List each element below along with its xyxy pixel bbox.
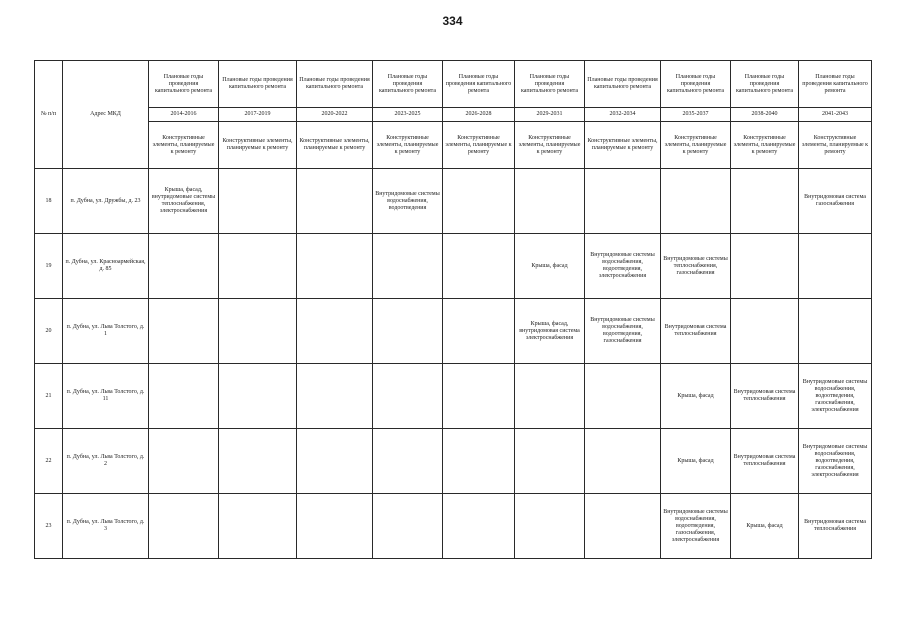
- row-address: п. Дубна, ул. Льва Толстого, д. 2: [63, 429, 149, 494]
- header-elements: Конструктивные элементы, планируемые к ремонту: [373, 122, 443, 169]
- row-cell: [219, 364, 297, 429]
- row-cell: [585, 364, 661, 429]
- header-elements: Конструктивные элементы, планируемые к ремонту: [515, 122, 585, 169]
- header-elements: Конструктивные элементы, планируемые к ремонту: [799, 122, 872, 169]
- row-address: п. Дубна, ул. Льва Толстого, д. 1: [63, 299, 149, 364]
- header-elements: Конструктивные элементы, планируемые к ремонту: [731, 122, 799, 169]
- header-row-elements: [35, 122, 872, 169]
- header-elements: Конструктивные элементы, планируемые к ремонту: [661, 122, 731, 169]
- row-cell: Внутридомовые системы водоснабжения, водоотведения, газоснабжения, электроснабжения: [661, 494, 731, 559]
- header-num: № п/п: [35, 61, 63, 169]
- row-number: 20: [35, 299, 63, 364]
- row-cell: Крыша, фасад, внутридомовые системы теплоснабжения, электроснабжения: [149, 169, 219, 234]
- row-cell: [515, 169, 585, 234]
- row-address: п. Дубна, ул. Льва Толстого, д. 11: [63, 364, 149, 429]
- header-elements: Конструктивные элементы, планируемые к ремонту: [149, 122, 219, 169]
- row-cell: [219, 429, 297, 494]
- row-cell: [515, 429, 585, 494]
- row-address: п. Дубна, ул. Льва Толстого, д. 3: [63, 494, 149, 559]
- row-cell: [731, 299, 799, 364]
- row-cell: [297, 364, 373, 429]
- header-period: 2017-2019: [219, 108, 297, 122]
- row-cell: [297, 494, 373, 559]
- row-number: 23: [35, 494, 63, 559]
- header-period: 2014-2016: [149, 108, 219, 122]
- row-cell: Внутридомовые системы водоснабжения, водоотведения: [373, 169, 443, 234]
- table-row: [35, 429, 872, 494]
- row-cell: Внутридомовые системы водоснабжения, водоотведения, газоснабжения: [585, 299, 661, 364]
- row-cell: [219, 169, 297, 234]
- header-period: 2038-2040: [731, 108, 799, 122]
- row-cell: [297, 169, 373, 234]
- row-cell: [443, 494, 515, 559]
- table-row: [35, 364, 872, 429]
- row-number: 22: [35, 429, 63, 494]
- row-cell: [149, 364, 219, 429]
- header-years-label: Плановые годы проведения капитального ремонта: [219, 61, 297, 108]
- table-row: [35, 234, 872, 299]
- row-cell: Крыша, фасад: [731, 494, 799, 559]
- header-years-label: Плановые годы проведения капитального ремонта: [661, 61, 731, 108]
- header-years-label: Плановые годы проведения капитального ремонта: [443, 61, 515, 108]
- row-cell: [585, 169, 661, 234]
- header-years-label: Плановые годы проведения капитального ремонта: [373, 61, 443, 108]
- header-years-label: Плановые годы проведения капитального ремонта: [149, 61, 219, 108]
- row-cell: [731, 234, 799, 299]
- header-period: 2035-2037: [661, 108, 731, 122]
- row-cell: [373, 429, 443, 494]
- row-cell: Внутридомовая система теплоснабжения: [731, 364, 799, 429]
- header-years-label: Плановые годы проведения капитального ремонта: [585, 61, 661, 108]
- header-row-periods: [35, 108, 872, 122]
- row-cell: [297, 429, 373, 494]
- row-cell: Внутридомовая система газоснабжения: [799, 169, 872, 234]
- row-cell: [515, 494, 585, 559]
- row-cell: [219, 494, 297, 559]
- row-cell: Внутридомовые системы водоснабжения, водоотведения, газоснабжения, электроснабжения: [799, 364, 872, 429]
- header-elements: Конструктивные элементы, планируемые к ремонту: [585, 122, 661, 169]
- row-cell: [443, 234, 515, 299]
- row-cell: [149, 429, 219, 494]
- row-cell: Внутридомовые системы водоснабжения, водоотведения, электроснабжения: [585, 234, 661, 299]
- table-row: [35, 494, 872, 559]
- capital-repair-plan-table: [34, 60, 872, 559]
- table-row: [35, 169, 872, 234]
- row-cell: [585, 494, 661, 559]
- row-cell: Внутридомовая система теплоснабжения: [799, 494, 872, 559]
- header-years-label: Плановые годы проведения капитального ремонта: [515, 61, 585, 108]
- header-elements: Конструктивные элементы, планируемые к ремонту: [443, 122, 515, 169]
- row-cell: [585, 429, 661, 494]
- header-address: Адрес МКД: [63, 61, 149, 169]
- row-cell: Крыша, фасад: [661, 429, 731, 494]
- row-cell: [373, 234, 443, 299]
- row-cell: Крыша, фасад, внутридомовая система электроснабжения: [515, 299, 585, 364]
- row-cell: [149, 299, 219, 364]
- header-years-label: Плановые годы проведения капитального ремонта: [297, 61, 373, 108]
- header-period: 2032-2034: [585, 108, 661, 122]
- row-cell: Крыша, фасад: [515, 234, 585, 299]
- header-period: 2026-2028: [443, 108, 515, 122]
- row-cell: [149, 494, 219, 559]
- row-address: п. Дубна, ул. Дружбы, д. 23: [63, 169, 149, 234]
- header-years-label: Плановые годы проведения капитального ремонта: [799, 61, 872, 108]
- header-period: 2023-2025: [373, 108, 443, 122]
- row-cell: [373, 299, 443, 364]
- row-address: п. Дубна, ул. Красноармейская, д. 85: [63, 234, 149, 299]
- table-row: [35, 299, 872, 364]
- row-cell: [443, 169, 515, 234]
- row-cell: [731, 169, 799, 234]
- header-elements: Конструктивные элементы, планируемые к ремонту: [219, 122, 297, 169]
- row-cell: [443, 364, 515, 429]
- row-cell: Внутридомовые системы теплоснабжения, газоснабжения: [661, 234, 731, 299]
- row-cell: Крыша, фасад: [661, 364, 731, 429]
- header-row-years: [35, 61, 872, 108]
- row-cell: [297, 234, 373, 299]
- header-elements: Конструктивные элементы, планируемые к ремонту: [297, 122, 373, 169]
- row-cell: [297, 299, 373, 364]
- row-number: 21: [35, 364, 63, 429]
- row-cell: [373, 494, 443, 559]
- row-cell: [515, 364, 585, 429]
- row-cell: [443, 299, 515, 364]
- row-cell: [799, 299, 872, 364]
- header-period: 2020-2022: [297, 108, 373, 122]
- header-years-label: Плановые годы проведения капитального ремонта: [731, 61, 799, 108]
- row-cell: [219, 299, 297, 364]
- header-period: 2041-2043: [799, 108, 872, 122]
- row-cell: [149, 234, 219, 299]
- page-number: 334: [442, 14, 463, 28]
- row-cell: [219, 234, 297, 299]
- row-cell: [661, 169, 731, 234]
- row-cell: Внутридомовые системы водоснабжения, водоотведения, газоснабжения, электроснабжения: [799, 429, 872, 494]
- header-period: 2029-2031: [515, 108, 585, 122]
- row-number: 19: [35, 234, 63, 299]
- row-cell: Внутридомовая система теплоснабжения: [661, 299, 731, 364]
- row-number: 18: [35, 169, 63, 234]
- row-cell: [373, 364, 443, 429]
- row-cell: Внутридомовая система теплоснабжения: [731, 429, 799, 494]
- row-cell: [799, 234, 872, 299]
- row-cell: [443, 429, 515, 494]
